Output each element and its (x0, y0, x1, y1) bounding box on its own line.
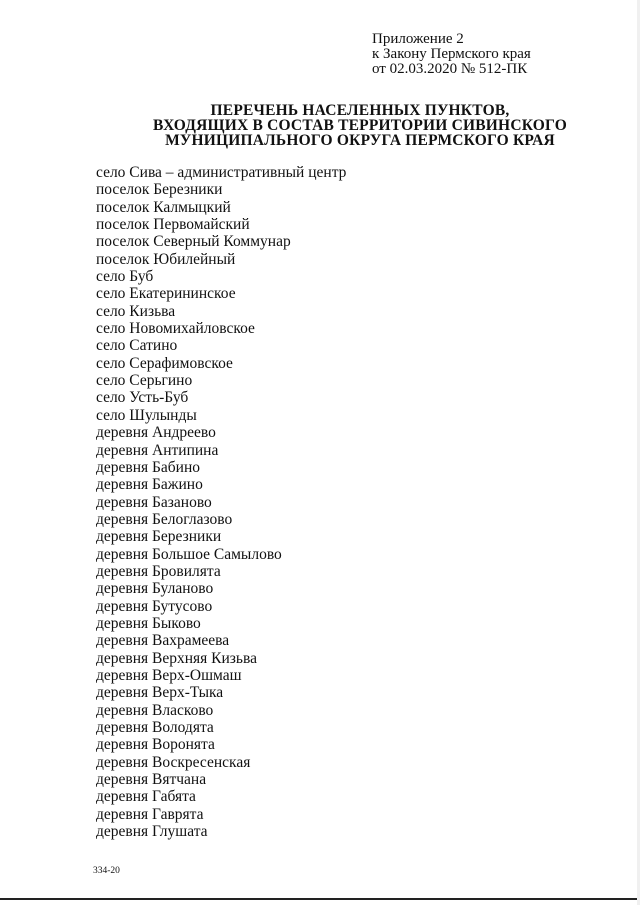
title-line-3: МУНИЦИПАЛЬНОГО ОКРУГА ПЕРМСКОГО КРАЯ (165, 132, 555, 149)
list-item: деревня Власково (96, 701, 214, 719)
appendix-number: Приложение 2 (372, 31, 464, 47)
bottom-divider (0, 898, 640, 900)
list-item: деревня Верхняя Кизьва (96, 649, 257, 667)
list-item: деревня Белоглазово (96, 510, 233, 528)
list-item: село Шулынды (96, 406, 197, 424)
title-line-1: ПЕРЕЧЕНЬ НАСЕЛЕННЫХ ПУНКТОВ, (210, 102, 510, 119)
list-item: деревня Березники (96, 528, 222, 546)
appendix-law-ref: к Закону Пермского края (372, 46, 531, 62)
list-item: деревня Большое Самылово (96, 545, 282, 563)
list-item: село Новомихайловское (96, 320, 255, 338)
appendix-date-number: от 02.03.2020 № 512-ПК (372, 61, 528, 77)
appendix-header (372, 32, 531, 77)
list-item: деревня Буланово (96, 580, 214, 598)
settlement-list (96, 164, 346, 840)
document-title (0, 103, 640, 148)
list-item: село Сатино (96, 337, 178, 355)
list-item: поселок Юбилейный (96, 250, 236, 268)
list-item: поселок Березники (96, 181, 223, 199)
list-item: деревня Базаново (96, 493, 212, 511)
footer-document-code: 334-20 (93, 866, 120, 876)
list-item: село Буб (96, 268, 154, 286)
list-item: деревня Вахрамеева (96, 632, 230, 650)
list-item: поселок Калмыцкий (96, 198, 231, 216)
list-item: село Серафимовское (96, 354, 233, 372)
list-item: деревня Бровилята (96, 562, 221, 580)
list-item: деревня Верх-Ошмаш (96, 666, 242, 684)
list-item: деревня Габята (96, 788, 196, 806)
list-item: деревня Володята (96, 719, 214, 736)
list-item: деревня Гаврята (96, 805, 204, 823)
list-item: деревня Антипина (96, 441, 219, 459)
list-item: деревня Бажино (96, 476, 203, 494)
list-item: деревня Быково (96, 614, 201, 632)
list-item: деревня Глушата (96, 823, 208, 841)
list-item: село Усть-Буб (96, 389, 189, 407)
list-item: поселок Северный Коммунар (96, 233, 291, 251)
list-item: деревня Вятчана (96, 771, 207, 789)
list-item: село Екатерининское (96, 285, 236, 303)
list-item: деревня Андреево (96, 424, 216, 442)
list-item: село Кизьва (96, 302, 176, 320)
list-item: деревня Бутусово (96, 597, 213, 615)
list-item: поселок Первомайский (96, 216, 250, 234)
list-item: деревня Воронята (96, 736, 215, 754)
list-item: село Сива – административный центр (96, 164, 347, 181)
list-item: село Серьгино (96, 372, 193, 390)
list-item: деревня Воскресенская (96, 753, 251, 771)
title-line-2: ВХОДЯЩИХ В СОСТАВ ТЕРРИТОРИИ СИВИНСКОГО (153, 117, 567, 134)
list-item: деревня Бабино (96, 458, 201, 476)
list-item: деревня Верх-Тыка (96, 684, 224, 702)
